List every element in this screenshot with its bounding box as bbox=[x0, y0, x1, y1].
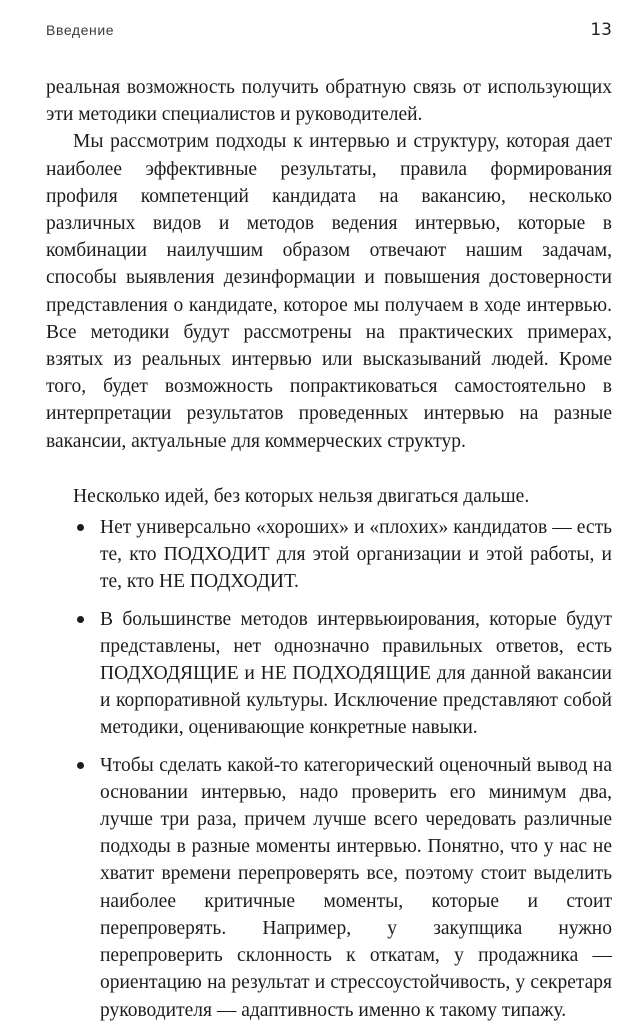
section-title: Введение bbox=[46, 22, 115, 38]
continuation-paragraph: реальная возможность получить обратную связь от использующих эти методики специалистов и руководителей. bbox=[46, 77, 612, 126]
page-body bbox=[46, 74, 612, 1034]
bullet-text: Нет универсально «хороших» и «плохих» кандидатов — есть те, кто ПОДХОДИТ для этой организации и этой работы, и те, кто НЕ ПОДХОДИТ. bbox=[100, 517, 612, 593]
lead-in-paragraph: Несколько идей, без которых нельзя двигаться дальше. bbox=[73, 485, 530, 507]
bullet-text: В большинстве методов интервьюирования, которые будут представлены, нет однозначно правильных ответов, есть ПОДХОДЯЩИЕ и НЕ ПОДХОДЯЩИЕ для данной вакансии и корпоративной культуры. Исключение представляют собой методики, оценивающие конкретные навыки. bbox=[100, 608, 612, 739]
bullet-item bbox=[46, 606, 612, 742]
main-paragraph: Мы рассмотрим подходы к интервью и структуру, которая дает наиболее эффективные результаты, правила формирования профиля компетенций кандидата на вакансию, несколько различных видов и методов ведения интервью, которые в комбинации наилучшим образом отвечают нашим задачам, способы выявления дезинформации и повышения достоверности представления о кандидате, которое мы получаем в ходе интервью. Все методики будут рассмотрены на практических примерах, взятых из реальных интервью или высказываний людей. Кроме того, будет возможность попрактиковаться самостоятельно в интерпретации результатов проведенных интервью на разные вакансии, актуальные для коммерческих структур. bbox=[46, 131, 612, 452]
bullet-item bbox=[46, 514, 612, 596]
bullet-icon bbox=[77, 616, 84, 623]
page-number: 13 bbox=[590, 20, 612, 40]
running-head bbox=[46, 20, 612, 44]
bullet-icon bbox=[77, 762, 84, 769]
bullet-list bbox=[46, 514, 612, 1024]
bullet-icon bbox=[77, 524, 84, 531]
bullet-text: Чтобы сделать какой-то категорический оценочный вывод на основании интервью, надо проверить его минимум два, лучше три раза, причем лучше всего чередовать различные подходы в разные моменты интервью. Понятно, что у нас не хватит времени перепроверять все, поэтому стоит выделить наиболее критичные моменты, которые и стоит перепроверять. Например, у закупщика нужно перепроверить склонность к откатам, у продажника — ориентацию на результат и стрессоустойчивость, у секретаря руководителя — адаптивность именно к такому типажу. bbox=[100, 754, 612, 1021]
bullet-item bbox=[46, 752, 612, 1024]
